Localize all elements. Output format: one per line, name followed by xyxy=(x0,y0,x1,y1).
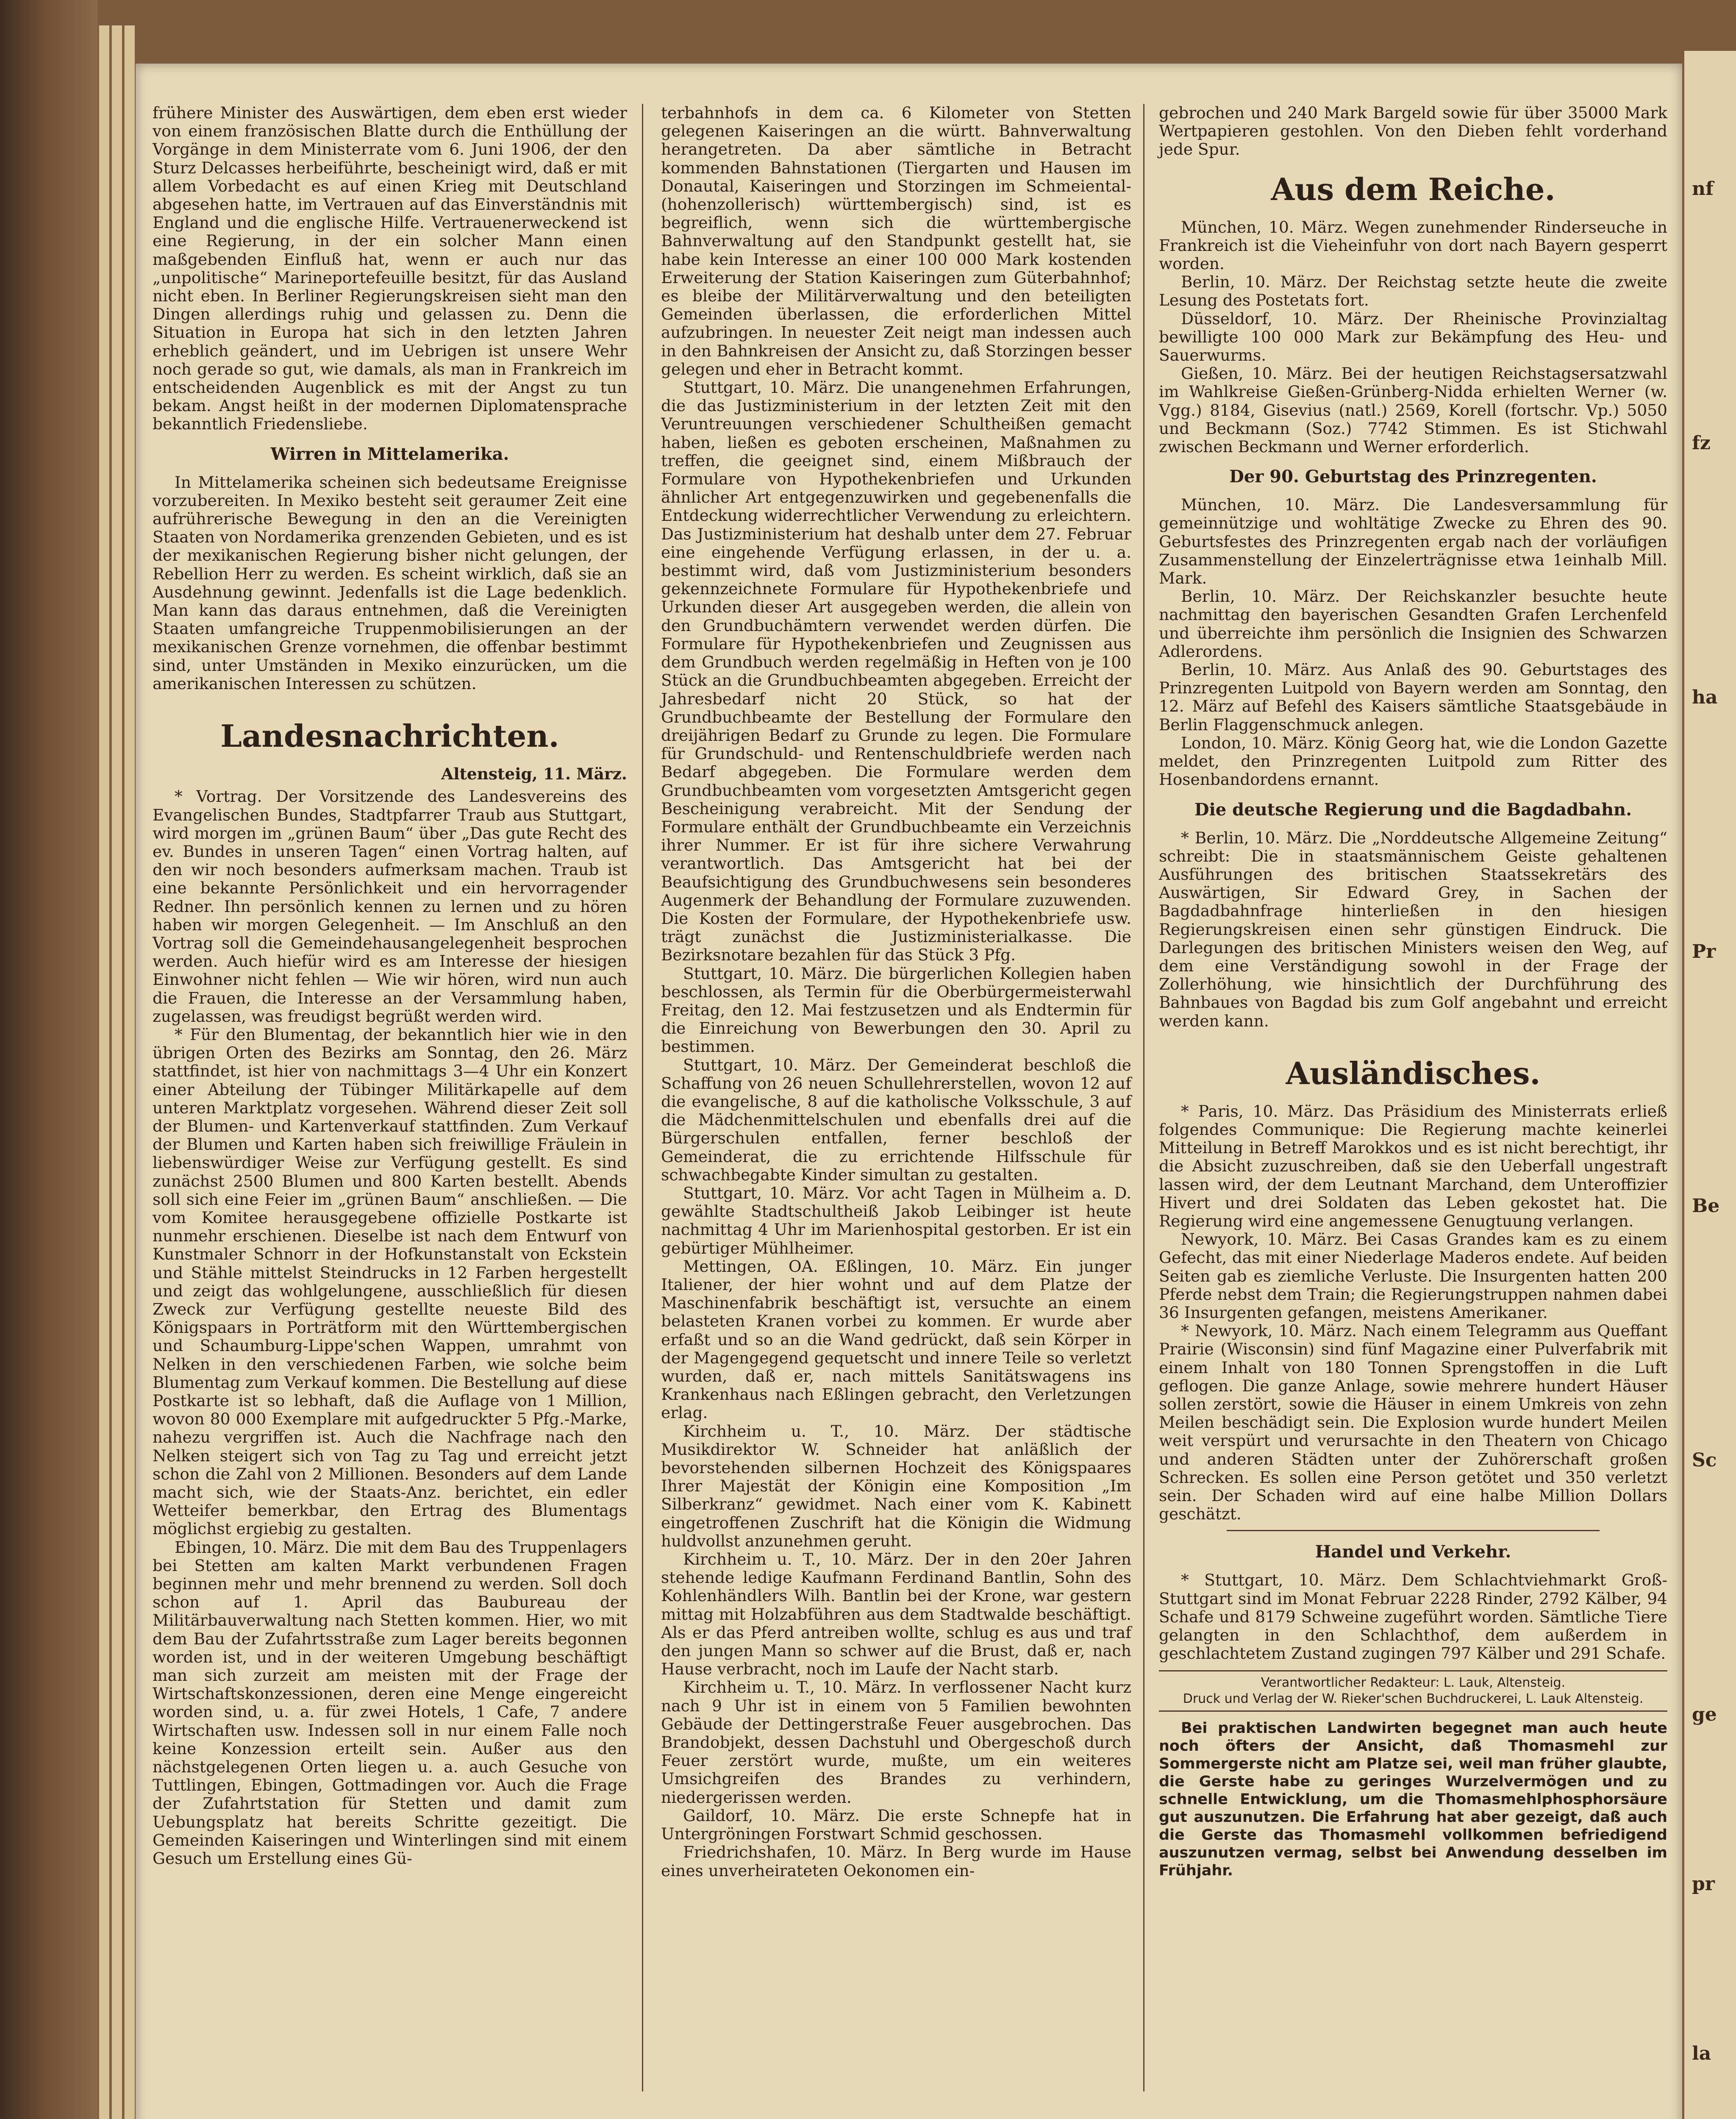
article-text: Berlin, 10. März. Der Reichskanzler besuchte heute nachmittag den bayerischen Gesandten Grafen Lerchenfeld und überreichte ihm persönlich die Insignien des Schwarzen Adlerordens. xyxy=(1159,587,1667,661)
article-text: Berlin, 10. März. Aus Anlaß des 90. Geburtstages des Prinzregenten Luitpold von Bayern werden am Sonntag, den 12. März auf Befehl des Kaisers sämtliche Staatsgebäude in Berlin Flaggenschmuck anlegen. xyxy=(1159,660,1667,734)
article-text: München, 10. März. Wegen zunehmender Rinderseuche in Frankreich ist die Vieheinfuhr von dort nach Bayern gesperrt worden. xyxy=(1159,217,1667,273)
article-text: * Vortrag. Der Vorsitzende des Landesvereins des Evangelischen Bundes, Stadtpfarrer Traub aus Stuttgart, wird morgen im „grünen Baum“ über „Das gute Recht des ev. Bundes in unseren Tagen“ einen Vortrag halten, auf den wir noch besonders aufmerksam machen. Traub ist eine bekannte Persönlichkeit und ein hervorragender Redner. Ihn persönlich kennen zu lernen und zu hören haben wir morgen Gelegenheit. — Im Anschluß an den Vortrag soll die Gemeindehausangelegenheit besprochen werden. Auch hiefür wird es am Interesse der hiesigen Einwohner nicht fehlen — Wie wir hören, wird nun auch die Frauen, die Interesse an der Versammlung haben, zugelassen, was freudigst begrüßt werden wird. xyxy=(153,787,627,1026)
article-text: Kirchheim u. T., 10. März. Der in den 20er Jahren stehende ledige Kaufmann Ferdinand Bantlin, Sohn des Kohlenhändlers Wilh. Bantlin bei der Krone, war gestern mittag mit Holzabführen aus dem Stadtwalde beschäftigt. Als er das Pferd antreiben wollte, schlug es aus und traf den jungen Mann so schwer auf die Brust, daß er, nach Hause verbracht, noch im Laufe der Nacht starb. xyxy=(661,1550,1131,1679)
article-text: München, 10. März. Die Landesversammlung für gemeinnützige und wohltätige Zwecke zu Ehren des 90. Geburtsfestes des Prinzregenten ergab nach der vorläufigen Zusammenstellung der Einzelerträgnisse etwa 1einhalb Mill. Mark. xyxy=(1159,495,1667,588)
column-rule xyxy=(1143,104,1144,2091)
article-text: * Stuttgart, 10. März. Dem Schlachtviehmarkt Groß-Stuttgart sind im Monat Februar 2228 Rinder, 2792 Kälber, 94 Schafe und 8179 Schweine zugeführt worden. Sämtliche Tiere gelangten in den Schlachthof, dem außerdem in geschlachtetem Zustand zugingen 797 Kälber und 291 Schafe. xyxy=(1159,1571,1667,1663)
newspaper-page xyxy=(136,64,1682,2119)
article-text: Friedrichshafen, 10. März. In Berg wurde im Hause eines unverheirateten Oekonomen ein- xyxy=(661,1843,1131,1880)
article-text: Stuttgart, 10. März. Die unangenehmen Erfahrungen, die das Justizministerium in der letzten Zeit mit den Veruntreuungen verschiedener Schultheißen gemacht haben, ließen es geboten erscheinen, Maßnahmen zu treffen, die geeignet sind, einem Mißbrauch der Formulare von Hypothekenbriefen und Urkunden ähnlicher Art entgegenzuwirken und gegebenenfalls die Entdeckung widerrechtlicher Verwendung zu erleichtern. Das Justizministerium hat deshalb unter dem 27. Februar eine eingehende Verfügung erlassen, in der u. a. bestimmt wird, daß vom Justizministerium besonders gekennzeichnete Formulare für Hypothekenbriefe und Urkunden dieser Art ausgegeben werden, die allein von den Grundbuchämtern verwendet werden dürfen. Die Formulare für Hypothekenbriefen und Zeugnissen aus dem Grundbuch werden regelmäßig in Heften von je 100 Stück an die Grundbuchbeamten abgegeben. Erreicht der Jahresbedarf nicht 20 Stück, so hat der Grundbuchbeamte der Bestellung der Formulare den dreijährigen Bedarf zu Grunde zu legen. Die Formulare für Grundschuld- und Rentenschuldbriefe werden nach Bedarf abgegeben. Die Formulare werden dem Grundbuchbeamten vom vorgesetzten Amtsgericht gegen Bescheinigung verabreicht. Mit der Sendung der Formulare enthält der Grundbuchbeamte ein Verzeichnis ihrer Nummer. Er ist für ihre sichere Verwahrung verantwortlich. Das Amtsgericht hat bei der Beaufsichtigung des Grundbuchwesens sein besonderes Augenmerk der Behandlung der Formulare zuzuwenden. Die Kosten der Formulare, der Hypothekenbriefe usw. trägt zunächst die Justizministerialkasse. Die Bezirksnotare bezahlen für das Stück 3 Pfg. xyxy=(661,378,1131,965)
article-text: Düsseldorf, 10. März. Der Rheinische Provinzialtag bewilligte 100 000 Mark zur Bekämpfung des Heu- und Sauerwurms. xyxy=(1159,309,1667,365)
fragment-text: Pr xyxy=(1692,941,1716,962)
imprint-publisher: Druck und Verlag der W. Rieker'schen Buchdruckerei, L. Lauk Altensteig. xyxy=(1183,1691,1644,1707)
article-text: Stuttgart, 10. März. Die bürgerlichen Kollegien haben beschlossen, als Termin für die Oberbürgermeisterwahl Freitag, den 12. Mai festzusetzen und als Endtermin für die Einreichung von Bewerbungen den 30. April zu bestimmen. xyxy=(661,964,1131,1056)
article-text: In Mittelamerika scheinen sich bedeutsame Ereignisse vorzubereiten. In Mexiko besteht seit geraumer Zeit eine aufrührerische Bewegung in den an die Vereinigten Staaten von Nordamerika grenzenden Gebieten, und es ist der mexikanischen Regierung bisher nicht gelungen, der Rebellion Herr zu werden. Es scheint wirklich, daß sie an Ausdehnung gewinnt. Jedenfalls ist die Lage bedenklich. Man kann das daraus entnehmen, daß die Vereinigten Staaten umfangreiche Truppenmobilisierungen an der mexikanischen Grenze vornehmen, die offenbar bestimmt sind, unter Umständen in Mexiko einzurücken, um die amerikanischen Interessen zu schützen. xyxy=(153,473,627,693)
article-text: * Newyork, 10. März. Nach einem Telegramm aus Queffant Prairie (Wisconsin) sind fünf Magazine einer Pulverfabrik mit einem Inhalt von 180 Tonnen Sprengstoffen in die Luft geflogen. Die ganze Anlage, sowie mehrere hundert Häuser sollen zerstört, sowie die Häuser in einem Umkreis von zehn Meilen beschädigt sein. Die Explosion wurde hundert Meilen weit verspürt und verursachte in den Theatern von Chicago und anderen Städten unter der Zuhörerschaft großen Schrecken. Es sollen eine Person getötet und 350 verletzt sein. Der Schaden wird auf eine halbe Million Dollars geschätzt. xyxy=(1159,1321,1667,1524)
advertisement-text: Bei praktischen Landwirten begegnet man auch heute noch öfters der Ansicht, daß Thomasmehl zur Sommergerste nicht am Platze sei, weil man früher glaubte, die Gerste habe zu geringes Wurzelvermögen und zu schnelle Entwicklung, um die Thomasmehlphosphorsäure gut auszunutzen. Die Erfahrung hat aber gezeigt, daß auch die Gerste das Thomasmehl vollkommen befriedigend auszunutzen vermag, selbst bei Anwendung desselben im Frühjahr. xyxy=(1159,1720,1667,1880)
article-text: * Paris, 10. März. Das Präsidium des Ministerrats erließ folgendes Communique: Die Regierung machte keinerlei Mitteilung in Betreff Marokkos und es ist nicht berechtigt, ihr die Absicht zuzuschreiben, daß sie den Ueberfall ungestraft lassen wird, der dem Leutnant Marchand, dem Unteroffizier Hivert und drei Soldaten das Leben gekostet hat. Die Regierung wird eine angemessene Genugtuung verlangen. xyxy=(1159,1101,1667,1230)
article-text: Ebingen, 10. März. Die mit dem Bau des Truppenlagers bei Stetten am kalten Markt verbundenen Fragen beginnen mehr und mehr brennend zu werden. Soll doch schon auf 1. April das Baubureau der Militärbauverwaltung nach Stetten kommen. Hier, wo mit dem Bau der Zufahrtsstraße zum Lager bereits begonnen worden ist, und in der weiteren Umgebung beschäftigt man sich zurzeit am meisten mit der Frage der Wirtschaftskonzessionen, deren eine Menge eingereicht worden sind, u. a. für zwei Hotels, 1 Cafe, 7 andere Wirtschaften usw. Indessen soll in nur einem Falle noch keine Konzession erteilt sein. Außer aus den nächstgelegenen Orten liegen u. a. auch Gesuche von Tuttlingen, Ebingen, Gottmadingen vor. Auch die Frage der Zufahrtstation für Stetten und damit zum Uebungsplatz hat bereits Schritte gezeitigt. Die Gemeinden Kaiseringen und Winterlingen sind mit einem Gesuch um Erstellung eines Gü- xyxy=(153,1538,627,1868)
section-heading: Landesnachrichten. xyxy=(220,718,559,754)
fragment-text: ha xyxy=(1692,687,1718,708)
imprint-box xyxy=(1159,1670,1667,1712)
article-text: * Für den Blumentag, der bekanntlich hier wie in den übrigen Orten des Bezirks am Sonntag, den 26. März stattfindet, ist hier von nachmittags 3—4 Uhr ein Konzert einer Abteilung der Tübinger Militärkapelle auf dem unteren Marktplatz vorgesehen. Während dieser Zeit soll der Blumen- und Kartenverkauf stattfinden. Zum Verkauf der Blumen und Karten haben sich freiwillige Fräulein in liebenswürdiger Weise zur Verfügung gestellt. Es sind zunächst 2500 Blumen und 800 Karten bestellt. Abends soll sich eine Feier im „grünen Baum“ anschließen. — Die vom Komitee herausgegebene offizielle Postkarte ist nunmehr erschienen. Dieselbe ist nach dem Entwurf von Kunstmaler Schnorr in der Hofkunstanstalt von Eckstein und Stähle mittelst Steindrucks in 12 Farben hergestellt und zeigt das wohlgelungene, ausschließlich für diesen Zweck zur Verfügung gestellte neueste Bild des Königspaars in Porträtform mit den Württembergischen und Schaumburg-Lippe'schen Wappen, umrahmt von Nelken in den verschiedenen Farben, wie solche beim Blumentag zum Verkauf kommen. Die Bestellung auf diese Postkarte ist so lebhaft, daß die Auflage von 1 Million, wovon 80 000 Exemplare mit aufgedruckter 5 Pfg.-Marke, nahezu vergriffen ist. Auch die Nachfrage nach den Nelken steigert sich von Tag zu Tag und erreicht jetzt schon die Zahl von 2 Millionen. Besonders auf dem Lande macht sich, wie der Staats-Anz. berichtet, ein edler Wetteifer bemerkbar, den Ertrag des Blumentags möglichst ergiebig zu gestalten. xyxy=(153,1025,627,1538)
article-text: Berlin, 10. März. Der Reichstag setzte heute die zweite Lesung des Postetats fort. xyxy=(1159,273,1667,310)
fragment-text: Be xyxy=(1692,1195,1720,1217)
article-text: Gaildorf, 10. März. Die erste Schnepfe hat in Untergröningen Forstwart Schmid geschossen. xyxy=(661,1806,1131,1844)
page-edge xyxy=(98,25,109,2119)
section-heading: Der 90. Geburtstag des Prinzregenten. xyxy=(1229,467,1597,487)
section-heading: Wirren in Mittelamerika. xyxy=(270,444,509,464)
fragment-text: nf xyxy=(1692,178,1714,200)
article-text: Mettingen, OA. Eßlingen, 10. März. Ein junger Italiener, der hier wohnt und auf dem Platze der Maschinenfabrik beschäftigt ist, versuchte an einem belasteten Kranen vorbei zu kommen. Er wurde aber erfaßt und so an die Wand gedrückt, daß sein Körper in der Magengegend gequetscht und innere Teile so verletzt wurden, daß er, nach mittels Sanitätswagens ins Krankenhaus nach Eßlingen gebracht, den Verletzungen erlag. xyxy=(661,1257,1131,1422)
fragment-text: Sc xyxy=(1692,1449,1717,1471)
article-text: Newyork, 10. März. Bei Casas Grandes kam es zu einem Gefecht, das mit einer Niederlage Maderos endete. Auf beiden Seiten gab es ziemliche Verluste. Die Insurgenten hatten 200 Pferde nebst dem Train; die Regierungstruppen nahmen dabei 36 Insurgenten gefangen, meistens Amerikaner. xyxy=(1159,1230,1667,1322)
fragment-text: la xyxy=(1692,2043,1711,2064)
article-text: Kirchheim u. T., 10. März. In verflossener Nacht kurz nach 9 Uhr ist in einem von 5 Familien bewohnten Gebäude der Dettingerstraße Feuer ausgebrochen. Das Brandobjekt, dessen Dachstuhl und Obergeschoß durch Feuer zerstört wurde, mußte, um ein weiteres Umsichgreifen des Brandes zu verhindern, niedergerissen werden. xyxy=(661,1678,1131,1807)
fragment-text: pr xyxy=(1692,1873,1715,1895)
dateline: Altensteig, 11. März. xyxy=(441,765,627,784)
section-heading: Ausländisches. xyxy=(1286,1055,1541,1091)
fragment-text: fz xyxy=(1692,432,1711,454)
fragment-text: ge xyxy=(1692,1704,1717,1725)
column-rule xyxy=(642,104,643,2091)
article-text: * Berlin, 10. März. Die „Norddeutsche Allgemeine Zeitung“ schreibt: Die in staatsmännischem Geiste gehaltenen Ausführungen des britischen Staatssekretärs des Auswärtigen, Sir Edward Grey, in Sachen der Bagdadbahnfrage hinterließen in den hiesigen Regierungskreisen einen sehr günstigen Eindruck. Die Darlegungen des britischen Ministers weisen den Weg, auf dem eine Verständigung sowohl in der Frage der Zollerhöhung, wie hinsichtlich der Durchführung des Bahnbaues von Bagdad bis zum Golf angebahnt und erreicht werden kann. xyxy=(1159,828,1667,1030)
book-binding xyxy=(0,0,97,2119)
section-heading: Handel und Verkehr. xyxy=(1315,1542,1511,1562)
article-text: Stuttgart, 10. März. Der Gemeinderat beschloß die Schaffung von 26 neuen Schullehrerstellen, wovon 12 auf die evangelische, 8 auf die katholische Volksschule, 3 auf die Mädchenmittelschulen und ebenfalls drei auf die Bürgerschulen entfallen, ferner beschloß der Gemeinderat, die zu errichtende Hilfsschule für schwachbegabte Kinder simultan zu gestalten. xyxy=(661,1055,1131,1184)
adjacent-page-fragment xyxy=(1684,51,1736,2119)
page-edge xyxy=(124,25,135,2119)
divider xyxy=(1227,1530,1600,1531)
article-text: terbahnhofs in dem ca. 6 Kilometer von Stetten gelegenen Kaiseringen an die württ. Bahnverwaltung herangetreten. Da aber sämtliche in Betracht kommenden Bahnstationen (Tiergarten und Hausen im Donautal, Kaiseringen und Storzingen im Schmeiental-(hohenzollerisch) württembergisch) sind, ist es begreiflich, wenn sich die württembergische Bahnverwaltung auf den Standpunkt gestellt hat, sie habe kein Interesse an einer 100 000 Mark kostenden Erweiterung der Station Kaiseringen zum Güterbahnhof; es bleibe der Militärverwaltung und den beteiligten Gemeinden überlassen, die erforderlichen Mittel aufzubringen. In neuester Zeit neigt man indessen auch in den Bahnkreisen der Ansicht zu, daß Storzingen besser gelegen und eher in Betracht kommt. xyxy=(661,103,1131,378)
article-text: gebrochen und 240 Mark Bargeld sowie für über 35000 Mark Wertpapieren gestohlen. Von den Dieben fehlt vorderhand jede Spur. xyxy=(1159,103,1667,159)
article-text: Kirchheim u. T., 10. März. Der städtische Musikdirektor W. Schneider hat anläßlich der bevorstehenden silbernen Hochzeit des Königspaares Ihrer Majestät der Königin eine Komposition „Im Silberkranz“ gewidmet. Nach einer vom K. Kabinett eingetroffenen Zuschrift hat die Königin die Widmung huldvollst anzunehmen geruht. xyxy=(661,1421,1131,1550)
imprint-editor: Verantwortlicher Redakteur: L. Lauk, Altensteig. xyxy=(1261,1675,1566,1691)
article-text: London, 10. März. König Georg hat, wie die London Gazette meldet, den Prinzregenten Luitpold zum Ritter des Hosenbandordens ernannt. xyxy=(1159,733,1667,789)
article-text: Gießen, 10. März. Bei der heutigen Reichstagsersatzwahl im Wahlkreise Gießen-Grünberg-Nidda erhielten Werner (w. Vgg.) 8184, Gisevius (natl.) 2569, Korell (fortschr. Vp.) 5050 und Beckmann (Soz.) 7742 Stimmen. Es ist Stichwahl zwischen Beckmann und Werner erforderlich. xyxy=(1159,364,1667,456)
column-3 xyxy=(1159,104,1667,1880)
column-1 xyxy=(153,104,627,1868)
section-heading: Aus dem Reiche. xyxy=(1271,171,1555,207)
page-edge xyxy=(111,25,122,2119)
article-text: frühere Minister des Auswärtigen, dem eben erst wieder von einem französischen Blatte durch die Enthüllung der Vorgänge in dem Ministerrate vom 6. Juni 1906, der den Sturz Delcasses herbeiführte, bescheinigt wird, daß er mit allem Vorbedacht es auf einen Krieg mit Deutschland abgesehen hatte, im Vertrauen auf das Einverständnis mit England und die englische Hilfe. Vertrauenerweckend ist eine Regierung, in der ein solcher Mann einen maßgebenden Einfluß hat, wenn er auch nur das „unpolitische“ Marineportefeuille besitzt, für das Ausland nicht eben. In Berliner Regierungskreisen sieht man den Dingen allerdings ruhig und gelassen zu. Denn die Situation in Europa hat sich in den letzten Jahren erheblich geändert, und im Uebrigen ist unsere Wehr noch gerade so gut, wie damals, als man in Frankreich im entscheidenden Augenblick es mit der Angst zu tun bekam. Angst heißt in der modernen Diplomatensprache bekanntlich Friedensliebe. xyxy=(153,103,627,434)
column-2 xyxy=(661,104,1131,1880)
article-text: Stuttgart, 10. März. Vor acht Tagen in Mülheim a. D. gewählte Stadtschultheiß Jakob Leibinger ist heute nachmittag 4 Uhr im Marienhospital gestorben. Er ist ein gebürtiger Mühlheimer. xyxy=(661,1183,1131,1257)
section-heading: Die deutsche Regierung und die Bagdadbahn. xyxy=(1194,799,1632,820)
